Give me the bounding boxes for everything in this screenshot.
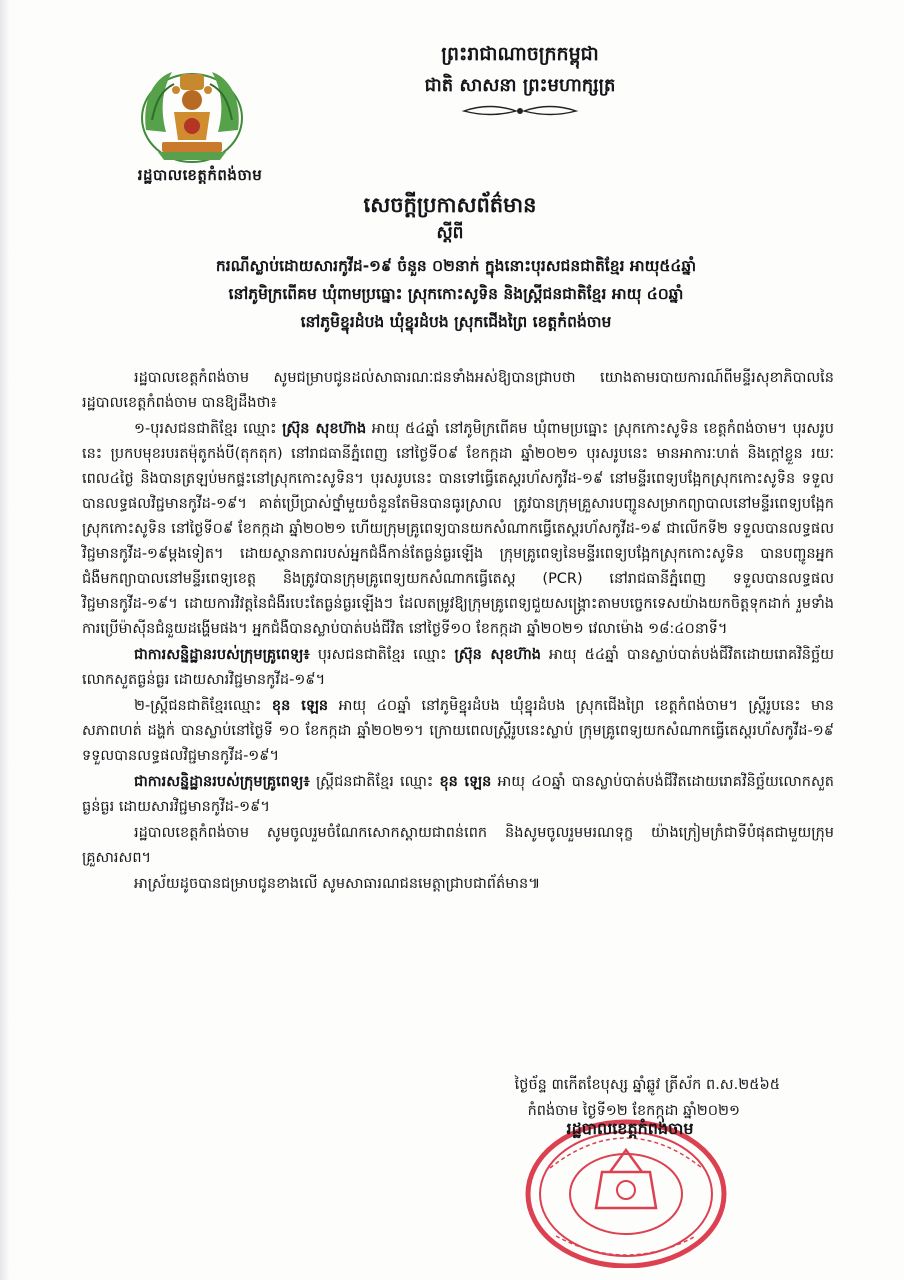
conclusion-2-name: ខុន ឡេន: [439, 774, 492, 790]
conclusion-2-label: ជាការសន្និដ្ឋានរបស់ក្រុមគ្រូពេទ្យ៖: [134, 774, 310, 790]
body-paragraph-condolence: រដ្ឋបាលខេត្តកំពង់ចាម សូមចូលរួមចំណែកសោកស្តាយជាពន់ពេក និងសូមចូលរួមមរណទុក្ខ យ៉ាងក្រៀមក្រំជាទីបំផុតជាមួយក្រុមគ្រួសារសព។: [82, 825, 834, 866]
signer-name: រដ្ឋបាលខេត្តកំពង់ចាម: [566, 1119, 694, 1138]
conclusion-2-details: អាយុ ៤០ឆ្នាំ បានស្លាប់បាត់បង់ជីវិតដោយរោគវិនិច្ឆ័យលោកសួតធ្ងន់ធ្ងរ ដោយសារវិជ្ជមានកូវីដ-១៩។: [82, 774, 834, 815]
body-paragraph-case-2: [82, 694, 834, 769]
body-paragraph-conclusion-1: [82, 643, 834, 693]
solar-date: កំពង់ចាម ថ្ងៃទី១២ ខែកក្កដា ឆ្នាំ២០២១: [527, 1103, 740, 1119]
conclusion-1-name: ស្រ៊ុន សុខហ៊ាង: [454, 647, 541, 663]
case-2-details: អាយុ ៤០ឆ្នាំ នៅភូមិខ្នុរដំបង ឃុំខ្នុរដំបង ស្រុកជើងព្រៃ ខេត្តកំពង់ចាម។ ស្ត្រីរូបនេះ មានសភាពហត់ ដង្ហក់ បានស្លាប់នៅថ្ងៃទី ១០ ខែកក្កដា ឆ្នាំ២០២១។ ក្រោយពេលស្ត្រីរូបនេះស្លាប់ ក្រុមគ្រូពេទ្យយកសំណាកធ្វើតេស្តរហ័សកូវីដ-១៩ ទទួលបានលទ្ធផលវិជ្ជមានកូវីដ-១៩។: [82, 698, 834, 764]
ornament-divider-icon: [460, 104, 580, 118]
subject-line: នៅភូមិខ្នុរដំបង ឃុំខ្នុរដំបង ស្រុកជើងព្រៃ ខេត្តកំពង់ចាម: [300, 313, 612, 331]
conclusion-1-mid: បុរសជនជាតិខ្មែរ ឈ្មោះ: [309, 647, 455, 663]
document-title: សេចក្តីប្រកាសព័ត៌មាន: [363, 193, 537, 217]
case-1-prefix: ១-បុរសជនជាតិខ្មែរ ឈ្មោះ: [134, 421, 283, 437]
kingdom-motto: ជាតិ សាសនា ព្រះមហាក្សត្រ: [424, 75, 616, 96]
lunar-date: ថ្ងៃច័ន្ទ ៣កើតខែបុស្ស ឆ្នាំឆ្លូវ ត្រីស័ក ព.ស.២៥៦៥: [514, 1077, 780, 1093]
body-paragraph-intro: រដ្ឋបាលខេត្តកំពង់ចាម សូមជម្រាបជូនដល់សាធារណៈជនទាំងអស់ឱ្យបានជ្រាបថា យោងតាមរបាយការណ៍ពីមន្ទីរសុខាភិបាលនៃរដ្ឋបាលខេត្តកំពង់ចាម បានឱ្យដឹងថា៖: [82, 370, 834, 411]
case-1-name: ស្រ៊ុន សុខហ៊ាង: [282, 421, 367, 437]
body-paragraph-case-1: [82, 417, 834, 642]
document-body: [82, 366, 834, 898]
document-about: ស្តីពី: [436, 223, 464, 243]
kingdom-header: [310, 38, 730, 118]
logo-caption: រដ្ឋបាលខេត្តកំពង់ចាម: [137, 166, 263, 184]
document-subject: [96, 252, 816, 336]
subject-line: នៅភូមិក្រពើគម ឃុំពាមប្រធ្នោះ ស្រុកកោះសូទិន និងស្ត្រីជនជាតិខ្មែរ អាយុ ៤០ឆ្នាំ: [228, 285, 684, 303]
conclusion-2-mid: ស្ត្រីជនជាតិខ្មែរ ឈ្មោះ: [309, 774, 440, 790]
scan-edge-shadow: [0, 0, 10, 1280]
body-paragraph-conclusion-2: [82, 770, 834, 820]
case-1-details: អាយុ ៥៤ឆ្នាំ នៅភូមិក្រពើគម ឃុំពាមប្រធ្នោះ ស្រុកកោះសូទិន ខេត្តកំពង់ចាម។ បុរសរូបនេះ ប្រកបមុខរបរតម៉ុតូកង់បី(តុកតុក) នៅរាជធានីភ្នំពេញ នៅថ្ងៃទី០៩ ខែកក្កដា ឆ្នាំ២០២១ បុរសរូបនេះ មានអាការៈហត់ និងក្តៅខ្លួន រយៈពេល៤ថ្ងៃ និងបានត្រឡប់មកផ្ទះនៅស្រុកកោះសូទិន។ បុរសរូបនេះ បានទៅធ្វើតេស្តរហ័សកូវីដ-១៩ នៅមន្ទីរពេទ្យបង្អែកស្រុកកោះសូទិន ទទួលបានលទ្ធផលវិជ្ជមានកូវីដ-១៩។ គាត់ប្រើប្រាស់ថ្នាំមួយចំនួនតែមិនបានធូរស្រាល ត្រូវបានក្រុមគ្រួសារបញ្ជូនសម្រាកព្យាបាលនៅមន្ទីរពេទ្យបង្អែកស្រុកកោះសូទិន នៅថ្ងៃទី០៩ ខែកក្កដា ឆ្នាំ២០២១ ហើយក្រុមគ្រូពេទ្យបានយកសំណាកធ្វើតេស្តរហ័សកូវីដ-១៩ ជាលើកទី២ ទទួលបានលទ្ធផលវិជ្ជមានកូវីដ-១៩ម្តងទៀត។ ដោយស្ថានភាពរបស់អ្នកជំងឺកាន់តែធ្ងន់ធ្ងរឡើង ក្រុមគ្រូពេទ្យនៃមន្ទីរពេទ្យបង្អែកស្រុកកោះសូទិន បានបញ្ជូនអ្នកជំងឺមកព្យាបាលនៅមន្ទីរពេទ្យខេត្ត និងត្រូវបានក្រុមគ្រូពេទ្យយកសំណាកធ្វើតេស្ត (PCR) នៅរាជធានីភ្នំពេញ ទទួលបានលទ្ធផលវិជ្ជមានកូវីដ-១៩។ ដោយការវិវត្តនៃជំងឺរបេះតែធ្ងន់ធ្ងរឡើងៗ ដែលតម្រូវឱ្យក្រុមគ្រូពេទ្យជួយសង្គ្រោះតាមបច្ចេកទេសយ៉ាងយកចិត្តទុកដាក់ រួមទាំងការប្រើម៉ាស៊ីនជំនួយដង្ហើមផង។ អ្នកជំងឺបានស្លាប់បាត់បង់ជីវិត នៅថ្ងៃទី១០ ខែកក្កដា ឆ្នាំ២០២១ វេលាម៉ោង ១៨:៤០នាទី។: [82, 421, 835, 637]
case-2-prefix: ២-ស្ត្រីជនជាតិខ្មែរឈ្មោះ: [134, 698, 272, 714]
conclusion-1-details: អាយុ ៥៤ឆ្នាំ បានស្លាប់បាត់បង់ជីវិតដោយរោគវិនិច្ឆ័យ លោកសួតធ្ងន់ធ្ងរ ដោយសារវិជ្ជមានកូវីដ-១៩។: [82, 647, 835, 688]
conclusion-1-label: ជាការសន្និដ្ឋានរបស់ក្រុមគ្រូពេទ្យ៖: [134, 647, 310, 663]
subject-line: ករណីស្លាប់ដោយសារកូវីដ-១៩ ចំនួន ០២នាក់ ក្នុងនោះបុរសជនជាតិខ្មែរ អាយុ៥៤ឆ្នាំ: [215, 257, 697, 275]
provincial-emblem-icon: [132, 60, 252, 164]
case-2-name: ខុន ឡេន: [271, 698, 329, 714]
kingdom-title: ព្រះរាជាណាចក្រកម្ពុជា: [441, 43, 599, 65]
body-paragraph-closing: អាស្រ័យដូចបានជម្រាបជូនខាងលើ សូមសាធារណជនមេត្តាជ្រាបជាព័ត៌មាន៕: [134, 876, 541, 892]
